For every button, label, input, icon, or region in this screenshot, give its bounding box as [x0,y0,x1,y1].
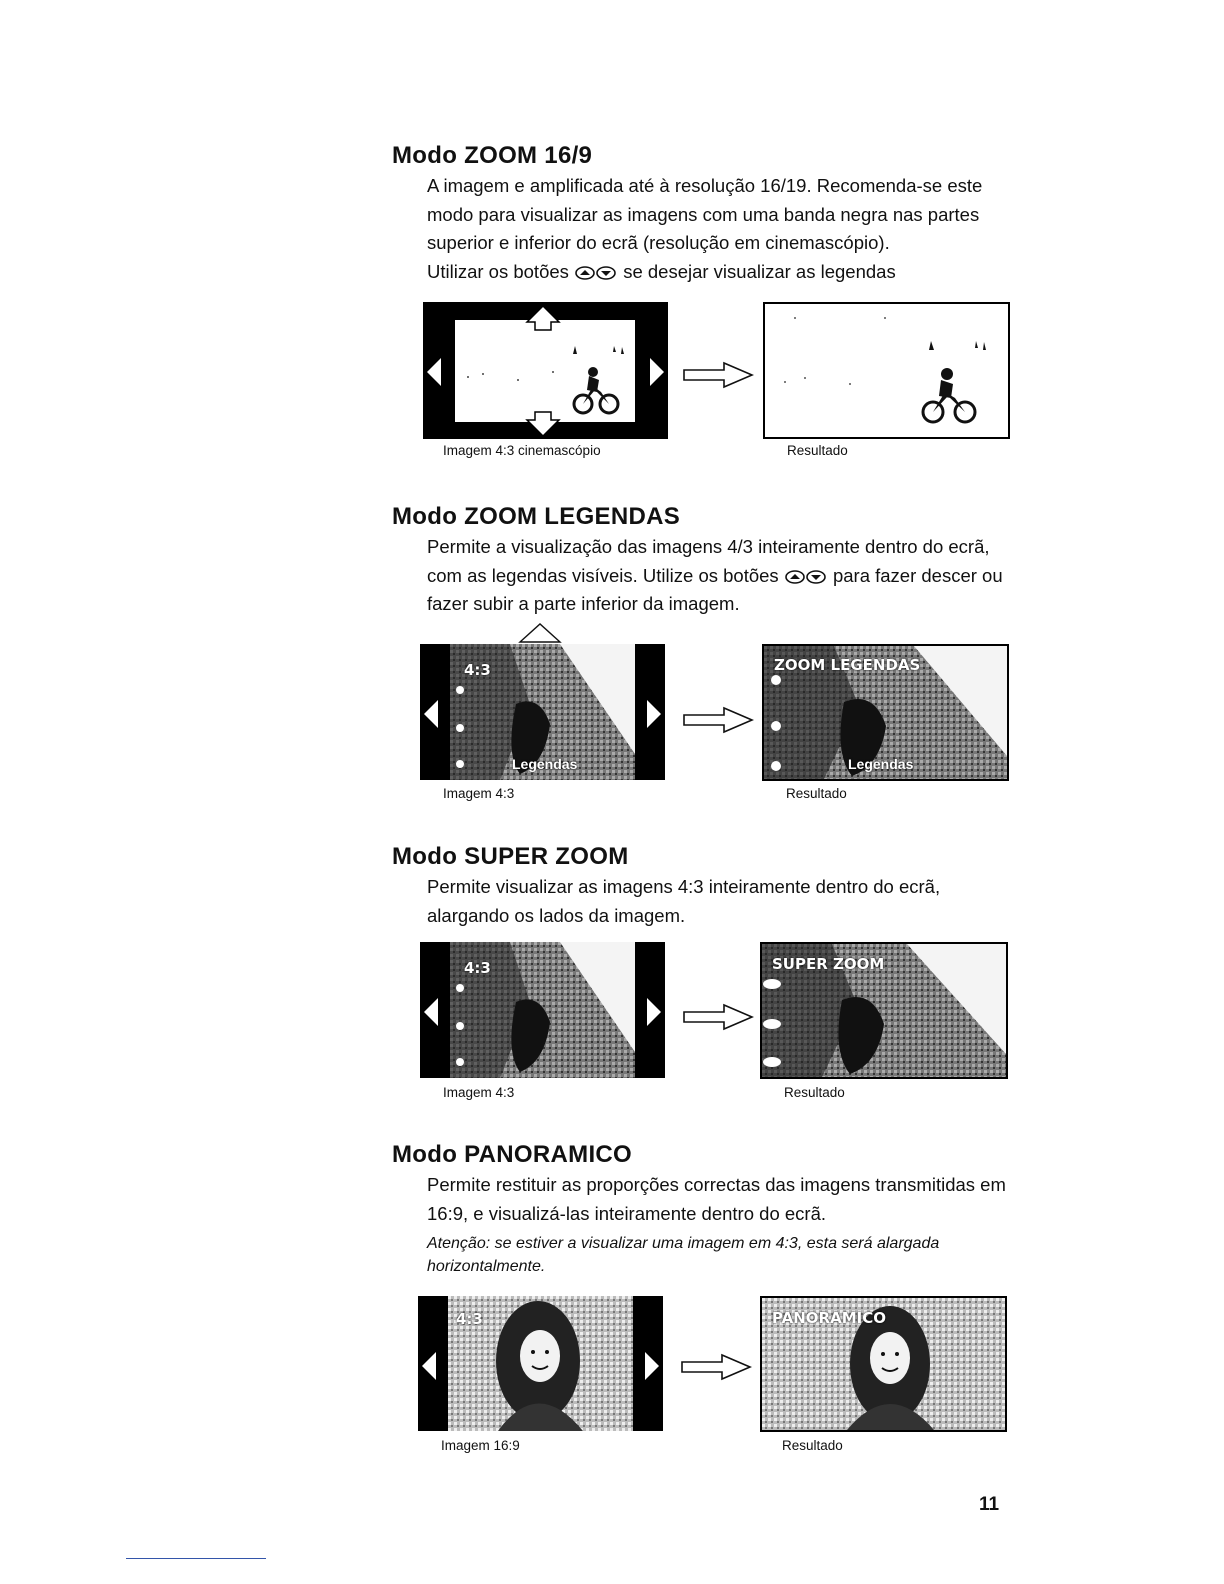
caption-result: Resultado [782,1438,843,1453]
figure-source-super-zoom [420,942,665,1078]
caption-source: Imagem 16:9 [441,1438,520,1453]
figure-source-cinemascope [423,302,668,439]
caption-source: Imagem 4:3 [443,1085,515,1100]
result-mode-label: ZOOM LEGENDAS [774,656,921,674]
section-title-zoom-legendas: Modo ZOOM LEGENDAS [392,503,681,530]
up-arrow-icon [518,622,562,644]
caption-source: Imagem 4:3 cinemascópio [443,443,601,458]
paragraph: A imagem e amplificada até à resolução 16/19. Recomenda-se este modo para visualizar as imagens com uma banda negra nas partes superior e inferior do ecrã (resolução em cinemascópio). [427,175,983,253]
right-arrow-icon [682,705,754,735]
paragraph-buttons-b: se desejar visualizar as legendas [623,260,896,282]
section-text-zoom-legendas [427,533,1017,619]
result-mode-label: SUPER ZOOM [772,955,885,973]
figure-result-legendas [762,644,1009,781]
figure-result-super-zoom [760,942,1008,1079]
page-number: 11 [979,1494,1000,1515]
right-arrow-icon [680,1352,752,1382]
figure-result-zoom-16-9 [763,302,1010,439]
caption-result: Resultado [786,786,847,801]
section-text-panoramico: Permite restituir as proporções correctas das imagens transmitidas em 16:9, e visualizá-las inteiramente dentro do ecrã. [427,1174,1006,1224]
result-mode-label: PANORAMICO [772,1309,886,1327]
right-arrow-icon [682,1002,754,1032]
paragraph-a: Permite a visualização das imagens 4/3 inteiramente dentro do ecrã, com as legendas visíveis. Utilize os botões [427,536,990,586]
section-text-zoom-16-9 [427,172,1017,286]
section-text-super-zoom: Permite visualizar as imagens 4:3 inteiramente dentro do ecrã, alargando os lados da imagem. [427,876,941,926]
right-arrow-icon [682,360,754,390]
up-down-buttons-icon [574,265,618,281]
section-title-super-zoom: Modo SUPER ZOOM [392,843,629,870]
ratio-label: 4:3 [464,959,491,977]
ratio-label: 4:3 [456,1310,483,1328]
section-title-panoramico: Modo PANORAMICO [392,1141,633,1168]
up-down-buttons-icon [784,569,828,585]
figure-source-panoramico [418,1296,663,1431]
paragraph-buttons-a: Utilizar os botões [427,260,569,282]
section-title-zoom-16-9: Modo ZOOM 16/9 [392,142,593,169]
warning-note: Atenção: se estiver a visualizar uma imagem em 4:3, esta será alargada horizontalmente. [427,1235,940,1275]
caption-result: Resultado [787,443,848,458]
footer-rule [126,1558,266,1559]
caption-result: Resultado [784,1085,845,1100]
figure-source-legendas [420,644,665,780]
subtitle-label: Legendas [512,756,578,772]
result-subtitle-label: Legendas [848,756,914,772]
paragraph-b: para fazer descer ou fazer subir a parte inferior da imagem. [427,564,1003,614]
caption-source: Imagem 4:3 [443,786,515,801]
figure-result-panoramico [760,1296,1007,1432]
ratio-label: 4:3 [464,661,491,679]
